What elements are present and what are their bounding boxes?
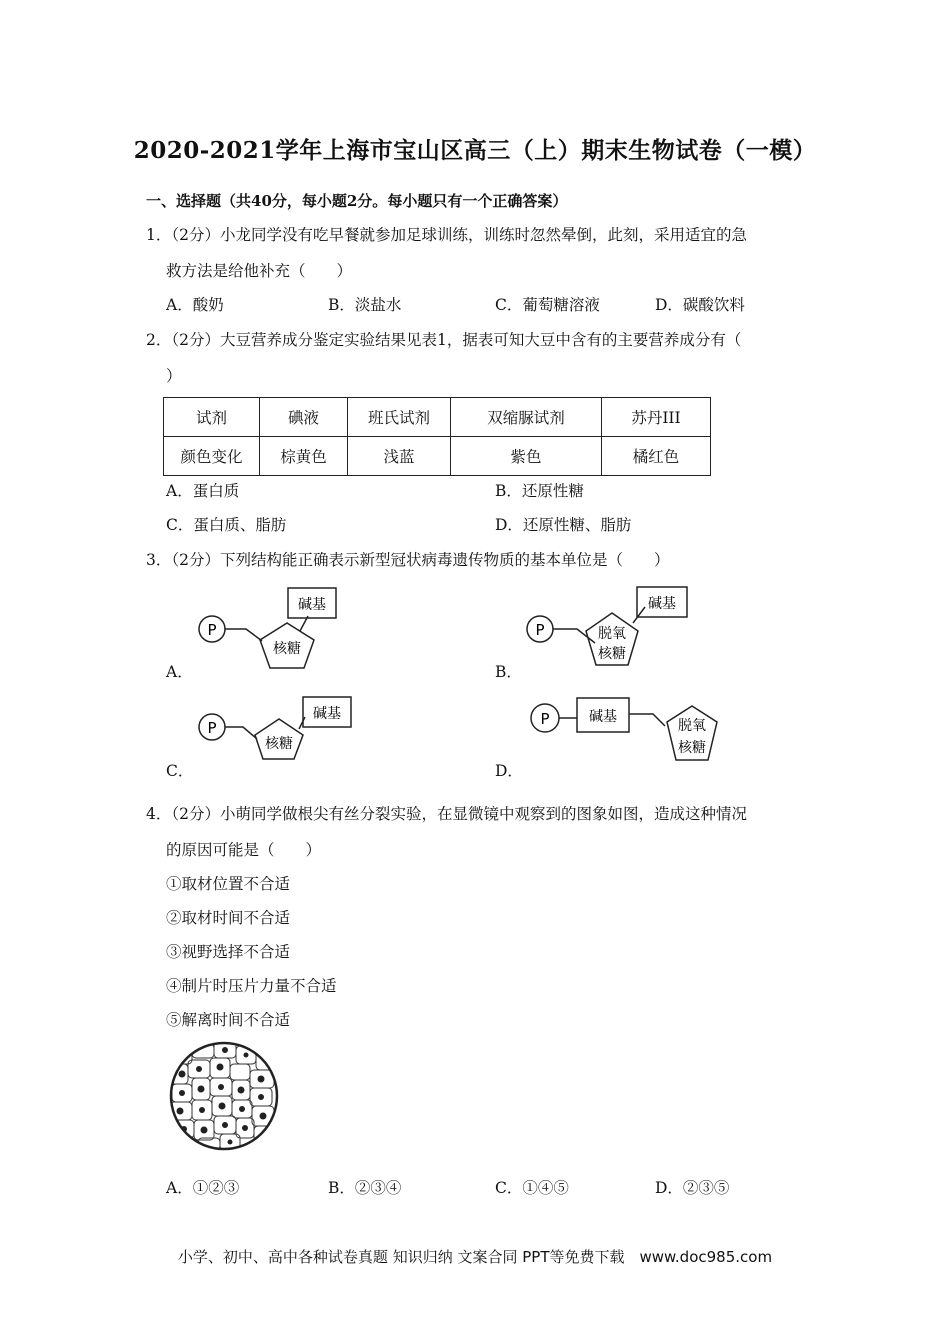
q4-item-1: ①取材位置不合适	[166, 875, 291, 893]
base-label: 碱基	[313, 706, 341, 722]
table-cell: 碘液	[260, 398, 348, 437]
q2-option-d: D．还原性糖、脂肪	[495, 516, 632, 534]
q2-option-a: A．蛋白质	[166, 482, 240, 500]
sugar-label-line1: 脱氧	[678, 718, 706, 734]
q3-option-c: C．	[166, 762, 194, 780]
q1-option-b: B．淡盐水	[328, 296, 402, 314]
nucleotide-diagram-a	[190, 583, 350, 673]
sugar-label-line2: 核糖	[678, 740, 706, 756]
microscope-view-figure	[168, 1040, 280, 1152]
q4-option-a: A．①②③	[166, 1179, 240, 1197]
table-cell: 棕黄色	[260, 437, 348, 476]
q4-item-2: ②取材时间不合适	[166, 909, 291, 927]
q4-option-c: C．①④⑤	[495, 1179, 569, 1197]
base-label: 碱基	[648, 596, 676, 612]
q4-stem-line2: 的原因可能是（ ）	[166, 841, 322, 859]
phosphate-label: P	[207, 621, 217, 639]
phosphate-label: P	[207, 719, 217, 737]
q4-option-d: D．②③⑤	[655, 1179, 730, 1197]
q4-item-5: ⑤解离时间不合适	[166, 1011, 291, 1029]
sugar-label: 核糖	[273, 641, 301, 657]
q3-option-a: A．	[166, 663, 193, 681]
q2-stem-line1: 2．（2分）大豆营养成分鉴定实验结果见表1，据表可知大豆中含有的主要营养成分有（	[146, 331, 742, 349]
page-title: 2020-2021学年上海市宝山区高三（上）期末生物试卷（一模）	[133, 137, 817, 164]
q4-item-4: ④制片时压片力量不合适	[166, 977, 337, 995]
table-cell: 橘红色	[602, 437, 711, 476]
q1-stem-line2: 救方法是给他补充（ ）	[166, 262, 353, 280]
q2-option-b: B．还原性糖	[495, 482, 584, 500]
phosphate-label: P	[535, 621, 545, 639]
table-cell: 浅蓝	[348, 437, 451, 476]
q4-item-3: ③视野选择不合适	[166, 943, 291, 961]
table-cell: 班氏试剂	[348, 398, 451, 437]
base-label: 碱基	[589, 709, 617, 725]
sugar-label: 核糖	[265, 736, 293, 752]
base-label: 碱基	[298, 597, 326, 613]
q3-stem: 3．（2分）下列结构能正确表示新型冠状病毒遗传物质的基本单位是（ ）	[146, 551, 670, 569]
phosphate-label: P	[540, 710, 550, 728]
table-row	[164, 437, 711, 476]
q3-option-d: D．	[495, 762, 523, 780]
sugar-label-line1: 脱氧	[598, 626, 626, 642]
nutrition-table	[163, 397, 711, 476]
section-heading: 一、选择题（共40分，每小题2分。每小题只有一个正确答案）	[146, 192, 568, 210]
table-cell: 苏丹III	[602, 398, 711, 437]
q1-option-c: C．葡萄糖溶液	[495, 296, 600, 314]
nucleotide-diagram-b	[525, 583, 695, 678]
q2-stem-line2: ）	[166, 367, 182, 385]
sugar-label-line2: 核糖	[598, 646, 626, 662]
footer-text: 小学、初中、高中各种试卷真题 知识归纳 文案合同 PPT等免费下载 www.doc985.com	[177, 1248, 773, 1266]
q2-option-c: C．蛋白质、脂肪	[166, 516, 287, 534]
q1-option-d: D．碳酸饮料	[655, 296, 745, 314]
table-row	[164, 398, 711, 437]
q4-option-b: B．②③④	[328, 1179, 402, 1197]
table-cell: 试剂	[164, 398, 260, 437]
q1-stem-line1: 1．（2分）小龙同学没有吃早餐就参加足球训练，训练时忽然晕倒，此刻，采用适宜的急	[146, 226, 747, 244]
table-cell: 颜色变化	[164, 437, 260, 476]
table-cell: 双缩脲试剂	[451, 398, 602, 437]
q1-option-a: A．酸奶	[166, 296, 224, 314]
q3-option-b: B．	[495, 663, 522, 681]
table-cell: 紫色	[451, 437, 602, 476]
nucleotide-diagram-c	[195, 693, 360, 768]
q4-stem-line1: 4．（2分）小萌同学做根尖有丝分裂实验，在显微镜中观察到的图象如图，造成这种情况	[146, 805, 747, 823]
nucleotide-diagram-d	[525, 690, 725, 768]
